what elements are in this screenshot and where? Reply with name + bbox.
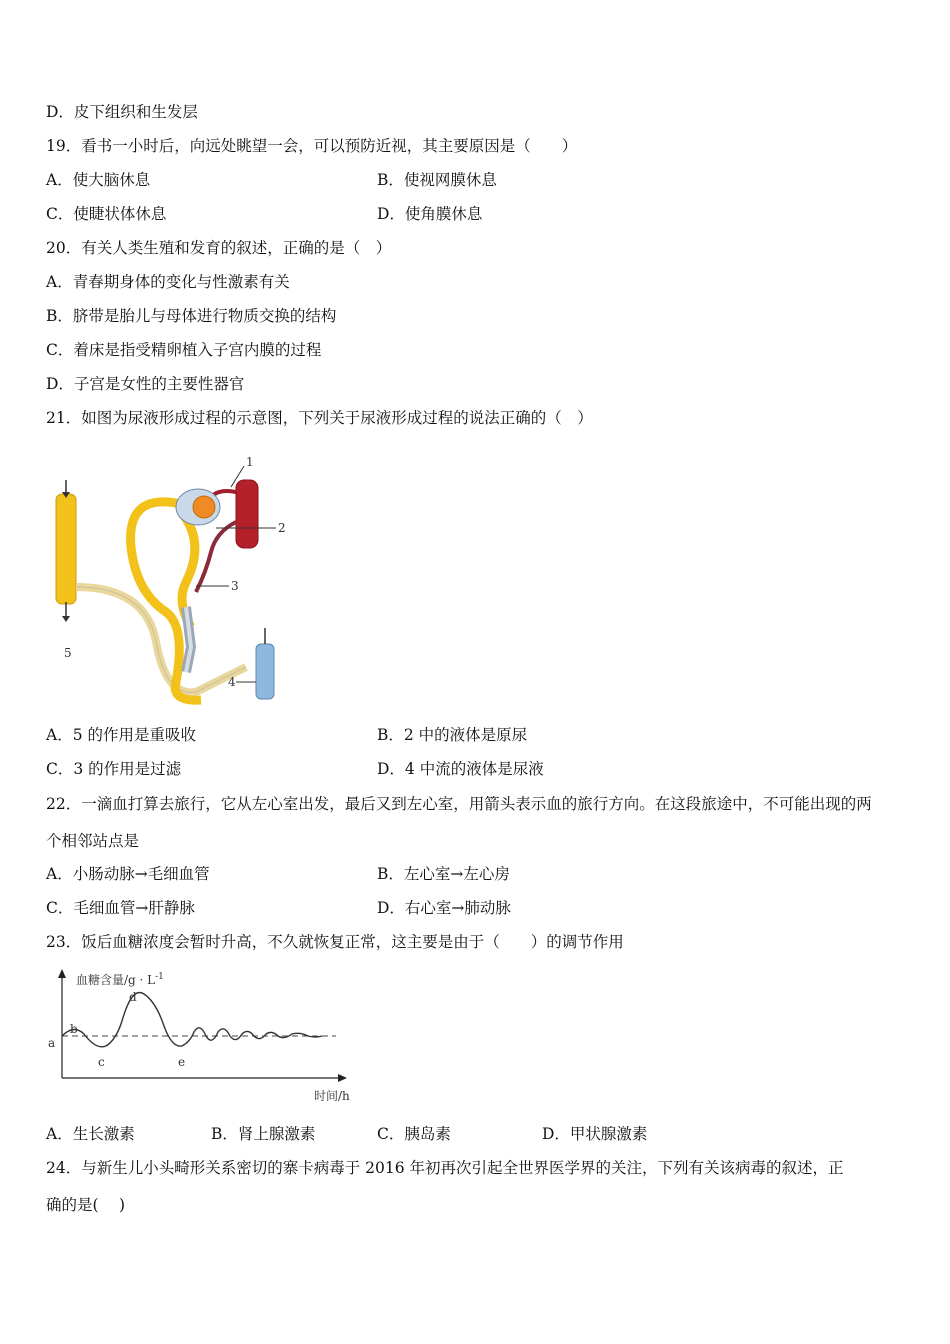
q23-option-d: D．甲状腺激素 [542, 1125, 648, 1143]
q21-option-a: A．5 的作用是重吸收 [46, 726, 196, 744]
q19-option-b: B．使视网膜休息 [377, 171, 497, 189]
q19-option-c: C．使睫状体休息 [46, 205, 167, 223]
q18-option-d: D．皮下组织和生发层 [46, 103, 198, 121]
q22-option-a: A．小肠动脉→毛细血管 [46, 865, 210, 883]
q19-option-d: D．使角膜休息 [377, 205, 483, 223]
q23-option-c: C．胰岛素 [377, 1125, 451, 1143]
q20-option-d: D．子宫是女性的主要性器官 [46, 375, 245, 393]
point-d: d [129, 990, 137, 1004]
q20-stem: 20．有关人类生殖和发育的叙述，正确的是（ ） [46, 239, 392, 257]
nephron-figure [46, 452, 296, 707]
figure-label-5: 5 [64, 646, 72, 660]
q21-option-b: B．2 中的液体是原尿 [377, 726, 528, 744]
collecting-duct-5 [56, 494, 76, 604]
q24-stem-line2: 确的是( ) [46, 1196, 126, 1214]
figure-label-1: 1 [246, 455, 254, 469]
point-c: c [98, 1055, 105, 1069]
q23-option-a: A．生长激素 [46, 1125, 135, 1143]
q21-option-d: D．4 中流的液体是尿液 [377, 760, 544, 778]
q20-option-c: C．着床是指受精卵植入子宫内膜的过程 [46, 341, 322, 359]
x-axis-label: 时间/h [314, 1089, 350, 1103]
q21-option-c: C．3 的作用是过滤 [46, 760, 182, 778]
point-a: a [48, 1036, 56, 1050]
q24-stem-line1: 24．与新生儿小头畸形关系密切的寨卡病毒于 2016 年初再次引起全世界医学界的关注，下列有关该病毒的叙述，正 [46, 1159, 844, 1177]
glucose-curve [62, 993, 322, 1047]
q23-option-b: B．肾上腺激素 [211, 1125, 316, 1143]
figure-label-4: 4 [228, 675, 236, 689]
q22-stem-line1: 22．一滴血打算去旅行，它从左心室出发，最后又到左心室，用箭头表示血的旅行方向。在这段旅途中，不可能出现的两 [46, 795, 872, 813]
glomerulus [193, 496, 215, 518]
y-axis-label: 血糖含量$/g \cdot L^{-1}$ [76, 972, 164, 987]
q22-option-c: C．毛细血管→肝静脉 [46, 899, 195, 917]
point-b: b [70, 1022, 78, 1036]
q21-stem: 21．如图为尿液形成过程的示意图，下列关于尿液形成过程的说法正确的（ ） [46, 409, 593, 427]
q20-option-b: B．脐带是胎儿与母体进行物质交换的结构 [46, 307, 337, 325]
tube-4 [256, 644, 274, 699]
q22-stem-line2: 个相邻站点是 [46, 832, 140, 850]
q23-stem: 23．饭后血糖浓度会暂时升高，不久就恢复正常，这主要是由于（ ）的调节作用 [46, 933, 624, 951]
figure-label-2: 2 [278, 521, 286, 535]
figure-label-3: 3 [231, 579, 239, 593]
blood-sugar-graph [44, 966, 364, 1108]
point-e: e [178, 1055, 186, 1069]
q20-option-a: A．青春期身体的变化与性激素有关 [46, 273, 290, 291]
q22-option-d: D．右心室→肺动脉 [377, 899, 511, 917]
q19-stem: 19．看书一小时后，向远处眺望一会，可以预防近视，其主要原因是（ ） [46, 137, 578, 155]
q22-option-b: B．左心室→左心房 [377, 865, 510, 883]
q19-option-a: A．使大脑休息 [46, 171, 151, 189]
blood-vessel [236, 480, 258, 548]
